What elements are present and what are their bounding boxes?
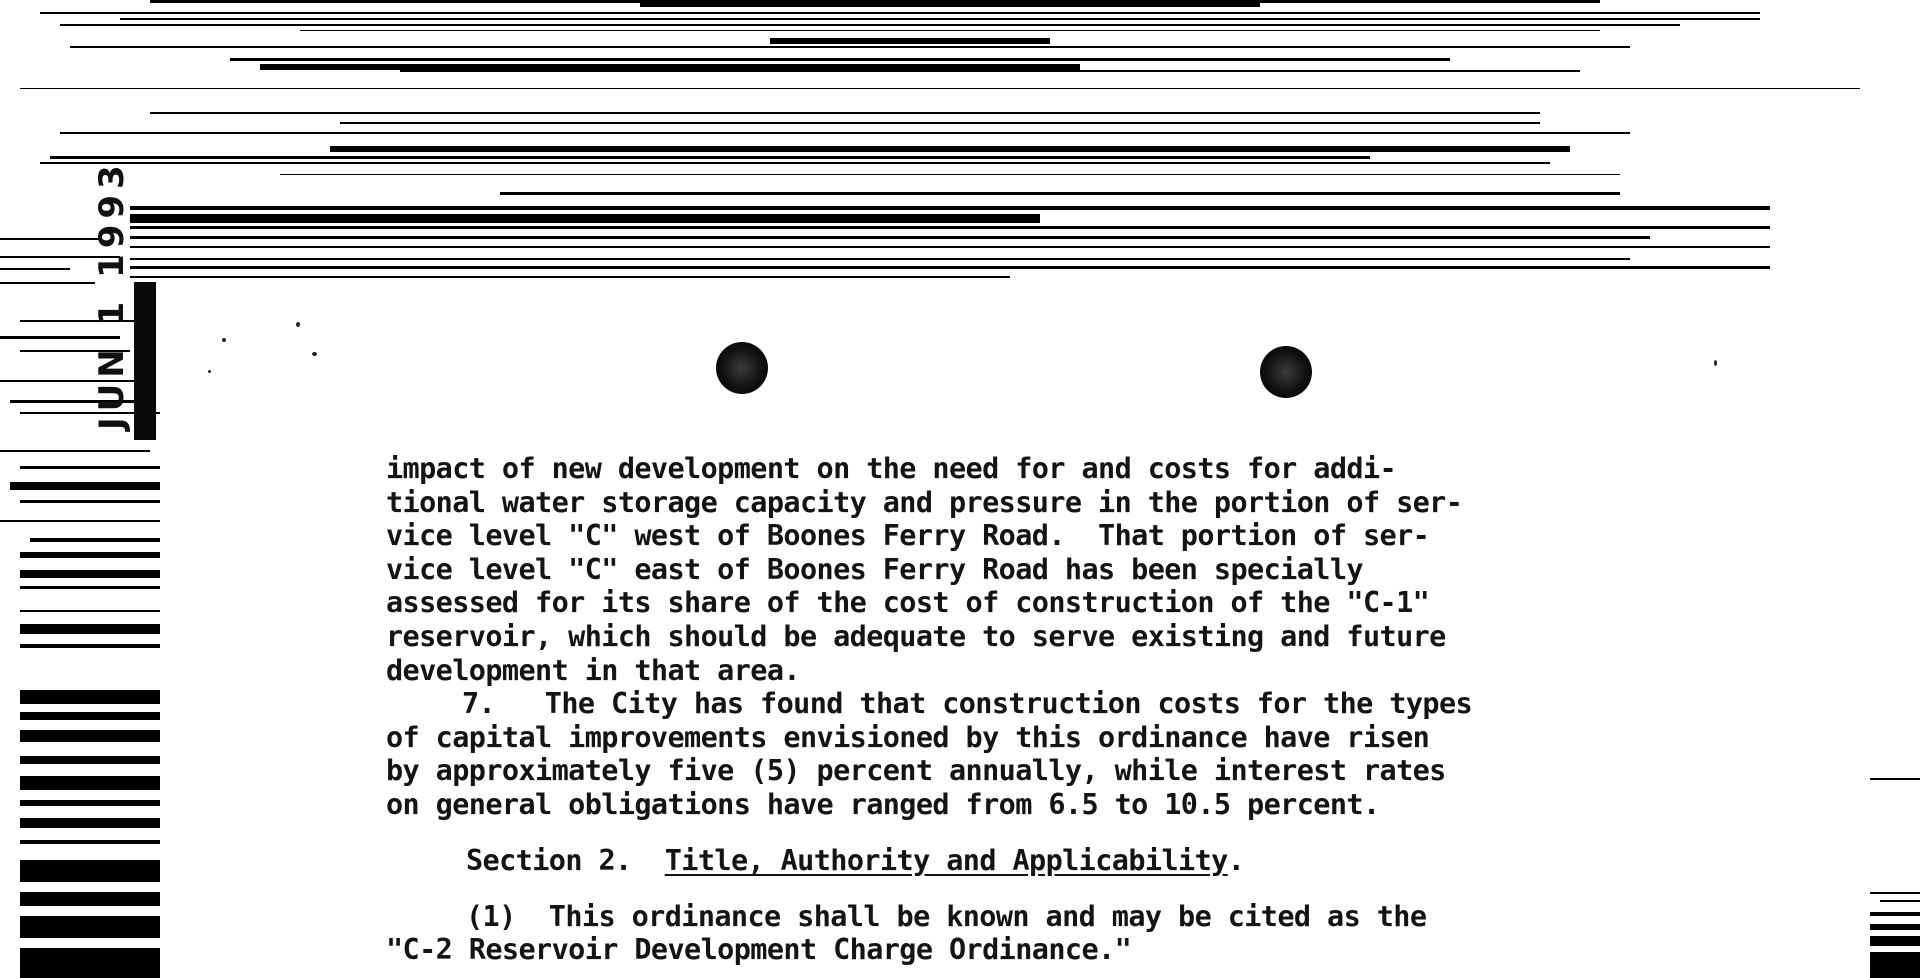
- punch-hole-left: [716, 342, 768, 394]
- text-line: of capital improvements envisioned by this ordinance have risen: [386, 720, 1430, 754]
- section-title: Title, Authority and Applicability: [664, 843, 1228, 877]
- text-line: vice level "C" east of Boones Ferry Road has been specially: [386, 552, 1363, 586]
- section-heading: [386, 844, 1686, 880]
- scan-noise-right-margin: [1860, 760, 1920, 978]
- scan-speck: [1714, 360, 1717, 366]
- punch-hole-right: [1260, 346, 1312, 398]
- text-line: tional water storage capacity and pressure in the portion of ser-: [386, 485, 1463, 519]
- text-line: on general obligations have ranged from 6.5 to 10.5 percent.: [386, 787, 1380, 821]
- text-line: development in that area.: [386, 653, 800, 687]
- text-line: "C-2 Reservoir Development Charge Ordinance.": [386, 933, 1132, 967]
- scan-speck: [312, 352, 317, 356]
- paragraph-7: [386, 687, 1686, 821]
- text-line: 7. The City has found that construction costs for the types: [462, 687, 1473, 721]
- subsection-1: [386, 900, 1686, 967]
- scan-speck: [208, 370, 211, 373]
- text-line: reservoir, which should be adequate to serve existing and future: [386, 619, 1446, 653]
- stamp-date-text: JUN 1 1993: [92, 159, 132, 430]
- text-line: (1) This ordinance shall be known and may be cited as the: [466, 899, 1427, 933]
- scan-speck: [296, 322, 300, 327]
- text-line: assessed for its share of the cost of construction of the "C-1": [386, 586, 1430, 620]
- section-number: Section 2.: [466, 843, 632, 877]
- text-line: vice level "C" west of Boones Ferry Road. That portion of ser-: [386, 519, 1430, 553]
- text-line: impact of new development on the need for and costs for addi-: [386, 452, 1397, 485]
- stamp-bar: [134, 282, 156, 440]
- scan-noise-top: [0, 0, 1920, 300]
- paragraph-continued: [386, 452, 1686, 687]
- document-body: [386, 452, 1686, 967]
- scan-speck: [222, 338, 226, 342]
- section-title-period: .: [1227, 843, 1245, 877]
- text-line: by approximately five (5) percent annually, while interest rates: [386, 754, 1446, 788]
